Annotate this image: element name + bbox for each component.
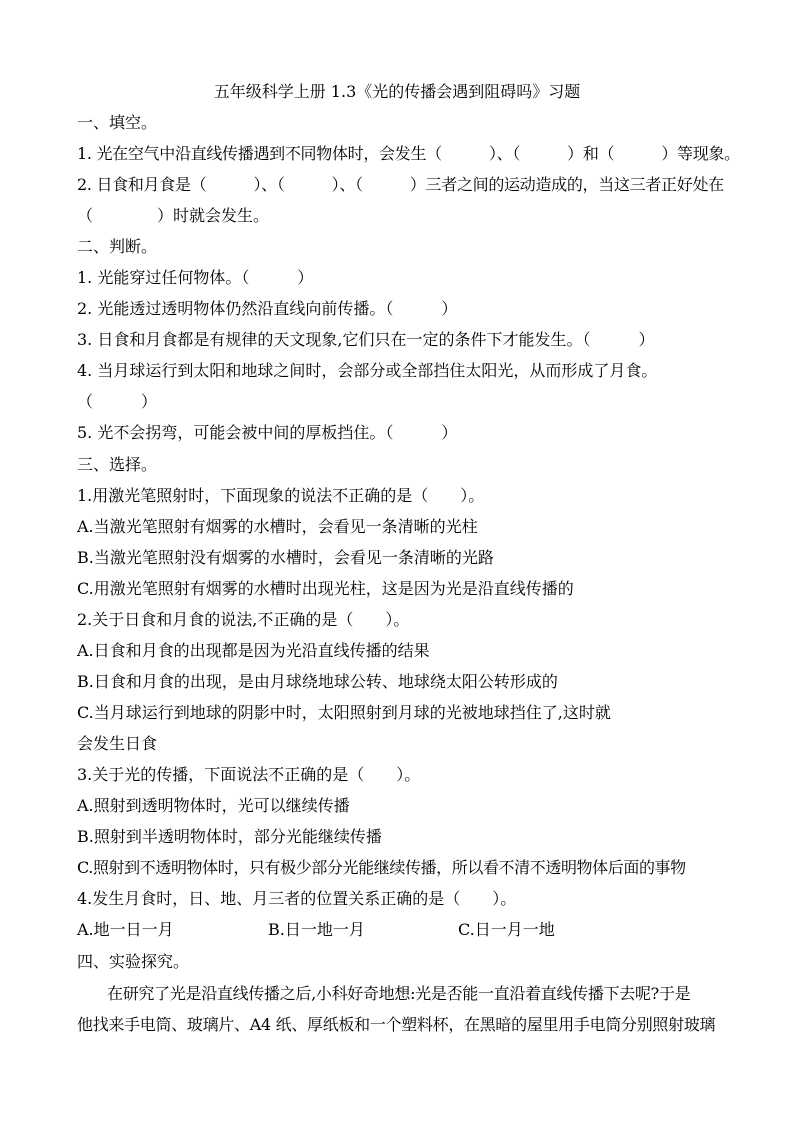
choice-question-3: 3.关于光的传播，下面说法不正确的是（ ）。 (77, 765, 421, 784)
choice-3-option-c: C.照射到不透明物体时，只有极少部分光能继续传播，所以看不清不透明物体后面的事物 (77, 858, 686, 877)
choice-question-2: 2.关于日食和月食的说法,不正确的是（ ）。 (77, 610, 410, 629)
judge-question-4-line-1: 4. 当月球运行到太阳和地球之间时，会部分或全部挡住太阳光，从而形成了月食。 (77, 361, 658, 380)
choice-2-option-c-line-1: C.当月球运行到地球的阴影中时，太阳照射到月球的光被地球挡住了,这时就 (77, 703, 611, 722)
choice-3-option-b: B.照射到半透明物体时，部分光能继续传播 (77, 827, 382, 846)
choice-question-4: 4.发生月食时，日、地、月三者的位置关系正确的是（ ）。 (77, 889, 517, 908)
fill-question-2-line-2: （ ）时就会发生。 (77, 206, 270, 225)
section-heading-experiment: 四、实验探究。 (77, 952, 190, 971)
choice-4-option-c: C.日一月一地 (458, 920, 555, 939)
experiment-paragraph-line-2: 他找来手电筒、玻璃片、A4 纸、厚纸板和一个塑料杯，在黑暗的屋里用手电筒分别照射玻璃 (77, 1015, 716, 1034)
judge-question-1: 1. 光能穿过任何物体。（ ） (77, 268, 314, 287)
judge-question-3: 3. 日食和月食都是有规律的天文现象,它们只在一定的条件下才能发生。（ ） (77, 330, 655, 349)
choice-1-option-a: A.当激光笔照射有烟雾的水槽时，会看见一条清晰的光柱 (77, 517, 478, 536)
section-heading-judgement: 二、判断。 (77, 237, 158, 256)
judge-question-4-line-2: （ ） (77, 392, 158, 411)
choice-2-option-c-line-2: 会发生日食 (77, 734, 158, 753)
section-heading-fill-blank: 一、填空。 (77, 113, 158, 132)
choice-4-option-b: B.日一地一月 (268, 920, 365, 939)
choice-2-option-b: B.日食和月食的出现，是由月球绕地球公转、地球绕太阳公转形成的 (77, 672, 558, 691)
fill-question-1: 1. 光在空气中沿直线传播遇到不同物体时，会发生（ ）、（ ）和（ ）等现象。 (77, 144, 740, 163)
choice-2-option-a: A.日食和月食的出现都是因为光沿直线传播的结果 (77, 641, 430, 660)
experiment-paragraph-line-1: 在研究了光是沿直线传播之后,小科好奇地想:光是否能一直沿着直线传播下去呢?于是 (107, 984, 691, 1003)
choice-question-1: 1.用激光笔照射时，下面现象的说法不正确的是（ ）。 (77, 486, 485, 505)
judge-question-2: 2. 光能透过透明物体仍然沿直线向前传播。（ ） (77, 299, 458, 318)
section-heading-choice: 三、选择。 (77, 455, 158, 474)
choice-3-option-a: A.照射到透明物体时，光可以继续传播 (77, 796, 350, 815)
choice-4-option-a: A.地一日一月 (77, 920, 174, 939)
judge-question-5: 5. 光不会拐弯，可能会被中间的厚板挡住。（ ） (77, 423, 458, 442)
choice-1-option-b: B.当激光笔照射没有烟雾的水槽时，会看见一条清晰的光路 (77, 548, 494, 567)
page-title: 五年级科学上册 1.3《光的传播会遇到阻碍吗》习题 (213, 82, 581, 101)
choice-1-option-c: C.用激光笔照射有烟雾的水槽时出现光柱，这是因为光是沿直线传播的 (77, 579, 574, 598)
fill-question-2-line-1: 2. 日食和月食是（ ）、（ ）、（ ）三者之间的运动造成的，当这三者正好处在 (77, 175, 724, 194)
